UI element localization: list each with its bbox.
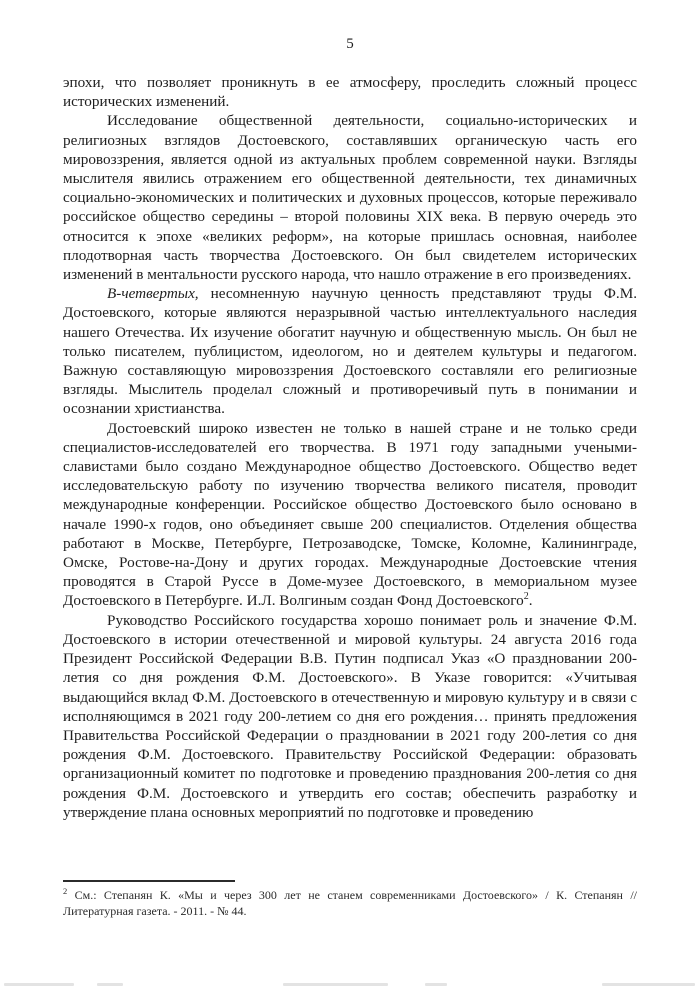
- text-run: Исследование общественной деятельности, социально-исторических и религиозных взглядов Достоевского, составлявших органическую часть его мировоззрения, является одной из актуальных проблем современной науки. Взгляды мыслителя явились отражением его общественной деятельности, тех динамичных социально-экономических и политических и духовных процессов, которые переживало российское общество середины – второй половины XIX века. В первую очередь это относится к эпохе «великих реформ», на которые пришлась основная, наиболее плодотворная часть творчества Достоевского. Он был свидетелем исторических изменений в ментальности русского народа, что нашло отражение в его произведениях.: [63, 112, 637, 284]
- text-run: эпохи, что позволяет проникнуть в ее атмосферу, проследить сложный процесс исторических изменений.: [63, 74, 637, 111]
- footnote-reference-superscript: 2: [63, 886, 68, 896]
- text-run: Достоевский широко известен не только в нашей стране и не только среди специалистов-исследователей его творчества. В 1971 году западными учеными-славистами было создано Международное общество Достоевского. Общество ведет исследовательскую работу по изучению творчества великого писателя, проводит международные конференции. Российское общество Достоевского было основано в начале 1990-х годов, оно объединяет свыше 200 специалистов. Отделения общества работают в Москве, Петербурге, Петрозаводске, Томске, Коломне, Калининграде, Омске, Ростове-на-Дону и других городах. Международные Достоевские чтения проводятся в Старой Руссе в Доме-музее Достоевского, в мемориальном музее Достоевского в Петербурге. И.Л. Волгиным создан Фонд Достоевского: [63, 419, 637, 610]
- body-text: [63, 73, 637, 822]
- faint-mark: [4, 983, 74, 986]
- paragraph: [63, 611, 637, 822]
- page-number: 5: [346, 36, 354, 52]
- paragraph: [63, 111, 637, 284]
- faint-mark: [425, 983, 447, 986]
- text-run: Руководство Российского государства хорошо понимает роль и значение Ф.М. Достоевского в истории отечественной и мировой культуры. 24 августа 2016 года Президент Российской Федерации В.В. Путин подписал Указ «О праздновании 200-летия со дня рождения Ф.М. Достоевского». В Указе говорится: «Учитывая выдающийся вклад Ф.М. Достоевского в отечественную и мировую культуру и в связи с исполняющимся в 2021 году 200-летием со дня его рождения… принять предложения Правительства Российской Федерации о праздновании в 2021 году 200-летия со дня рождения Ф.М. Достоевского. Правительству Российской Федерации: образовать организационный комитет по подготовке и проведению празднования 200-летия со дня рождения Ф.М. Достоевского и утвердить его состав; обеспечить разработку и утверждение плана основных мероприятий по подготовке и проведению: [63, 611, 637, 821]
- footnote-separator: [63, 880, 235, 882]
- footer-faint-marks: [0, 983, 700, 987]
- paragraph: [63, 284, 637, 418]
- footnote-reference-superscript: 2: [523, 591, 529, 603]
- faint-mark: [97, 983, 123, 986]
- paragraph: [63, 73, 637, 111]
- footnote-text: [63, 888, 637, 919]
- paragraph: [63, 419, 637, 611]
- faint-mark: [602, 983, 695, 986]
- text-run: В-четвертых,: [107, 285, 199, 303]
- text-run: несомненную научную ценность представляют труды Ф.М. Достоевского, которые являются неразрывной частью интеллектуального наследия нашего Отечества. Их изучение обогатит научную и общественную мысль. Он был не только писателем, публицистом, идеологом, но и деятелем культуры и педагогом. Важную составляющую мировоззрения Достоевского составляли его религиозные взгляды. Мыслитель проделал сложный и противоречивый путь в понимании и осознании христианства.: [63, 285, 637, 418]
- text-run: .: [528, 592, 533, 610]
- footnote-block: [63, 880, 637, 919]
- faint-mark: [283, 983, 388, 986]
- text-run: См.: Степанян К. «Мы и через 300 лет не станем современниками Достоевского» / К. Степанян // Литературная газета. - 2011. - № 44.: [63, 888, 637, 918]
